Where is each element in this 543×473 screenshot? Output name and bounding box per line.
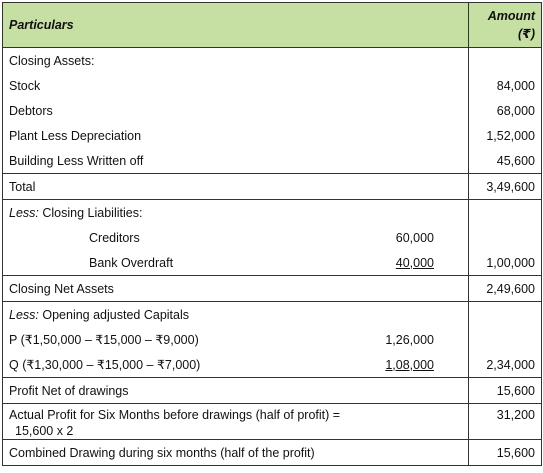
- table-row-total: [3, 174, 542, 200]
- row-label: Plant Less Depreciation: [3, 123, 469, 148]
- row-sub-amount: 40,000: [395, 255, 434, 270]
- row-amount: 1,00,000: [469, 250, 542, 276]
- row-amount: [469, 200, 542, 226]
- row-amount: 3,49,600: [469, 174, 542, 200]
- table-row: [3, 123, 542, 148]
- less-label: Less:: [9, 205, 39, 220]
- table-row: [3, 302, 542, 328]
- row-amount: [469, 225, 542, 250]
- header-currency: (₹): [517, 27, 535, 41]
- row-sub-amount: 60,000: [395, 230, 434, 245]
- row-label: Debtors: [3, 98, 469, 123]
- table-row: [3, 378, 542, 404]
- row-label: [3, 352, 469, 378]
- row-label: Closing Net Assets: [3, 276, 469, 302]
- row-label: Combined Drawing during six months (half of the profit): [3, 440, 469, 466]
- row-label: Stock: [3, 73, 469, 98]
- table-row: [3, 440, 542, 466]
- table-row: [3, 225, 542, 250]
- table-row: [3, 98, 542, 123]
- table-row: [3, 276, 542, 302]
- row-amount: 2,34,000: [469, 352, 542, 378]
- row-label: [3, 302, 469, 328]
- table-header-row: [3, 3, 542, 48]
- row-amount: 15,600: [469, 440, 542, 466]
- table-row: [3, 200, 542, 226]
- table-row: [3, 352, 542, 378]
- row-amount: 68,000: [469, 98, 542, 123]
- header-amount: [469, 3, 542, 48]
- row-label: [3, 404, 469, 440]
- row-sub-amount: 1,26,000: [385, 332, 434, 347]
- row-label-text: Creditors: [89, 230, 140, 245]
- row-label-text: Q (₹1,30,000 – ₹15,000 – ₹7,000): [9, 357, 201, 372]
- row-amount: [469, 327, 542, 352]
- table-row: [3, 48, 542, 74]
- profit-statement-table: [2, 2, 542, 466]
- less-label: Less:: [9, 307, 39, 322]
- header-particulars: Particulars: [3, 3, 469, 48]
- row-label: [3, 250, 469, 276]
- row-amount: 31,200: [469, 404, 542, 440]
- row-label-text: Closing Liabilities:: [42, 205, 143, 220]
- row-label: [3, 327, 469, 352]
- row-label: Total: [3, 174, 469, 200]
- table-row: [3, 404, 542, 440]
- row-amount: 84,000: [469, 73, 542, 98]
- row-amount: 2,49,600: [469, 276, 542, 302]
- row-label-text: Actual Profit for Six Months before drawings (half of profit) =: [9, 408, 341, 422]
- row-label-text: Opening adjusted Capitals: [42, 307, 189, 322]
- row-label: [3, 225, 469, 250]
- row-label: [3, 200, 469, 226]
- row-label: Closing Assets:: [3, 48, 469, 74]
- row-label-text: Bank Overdraft: [89, 255, 174, 270]
- table-row: [3, 73, 542, 98]
- row-sub-amount: 1,08,000: [385, 357, 434, 372]
- table-row: [3, 148, 542, 174]
- header-amount-label: Amount: [487, 9, 535, 23]
- row-label: Profit Net of drawings: [3, 378, 469, 404]
- row-amount: [469, 48, 542, 74]
- row-amount: 45,600: [469, 148, 542, 174]
- table-row: [3, 327, 542, 352]
- table-row: [3, 250, 542, 276]
- row-amount: [469, 302, 542, 328]
- row-amount: 15,600: [469, 378, 542, 404]
- row-label-continuation: 15,600 x 2: [15, 424, 74, 438]
- row-amount: 1,52,000: [469, 123, 542, 148]
- row-label-text: P (₹1,50,000 – ₹15,000 – ₹9,000): [9, 332, 199, 347]
- row-label: Building Less Written off: [3, 148, 469, 174]
